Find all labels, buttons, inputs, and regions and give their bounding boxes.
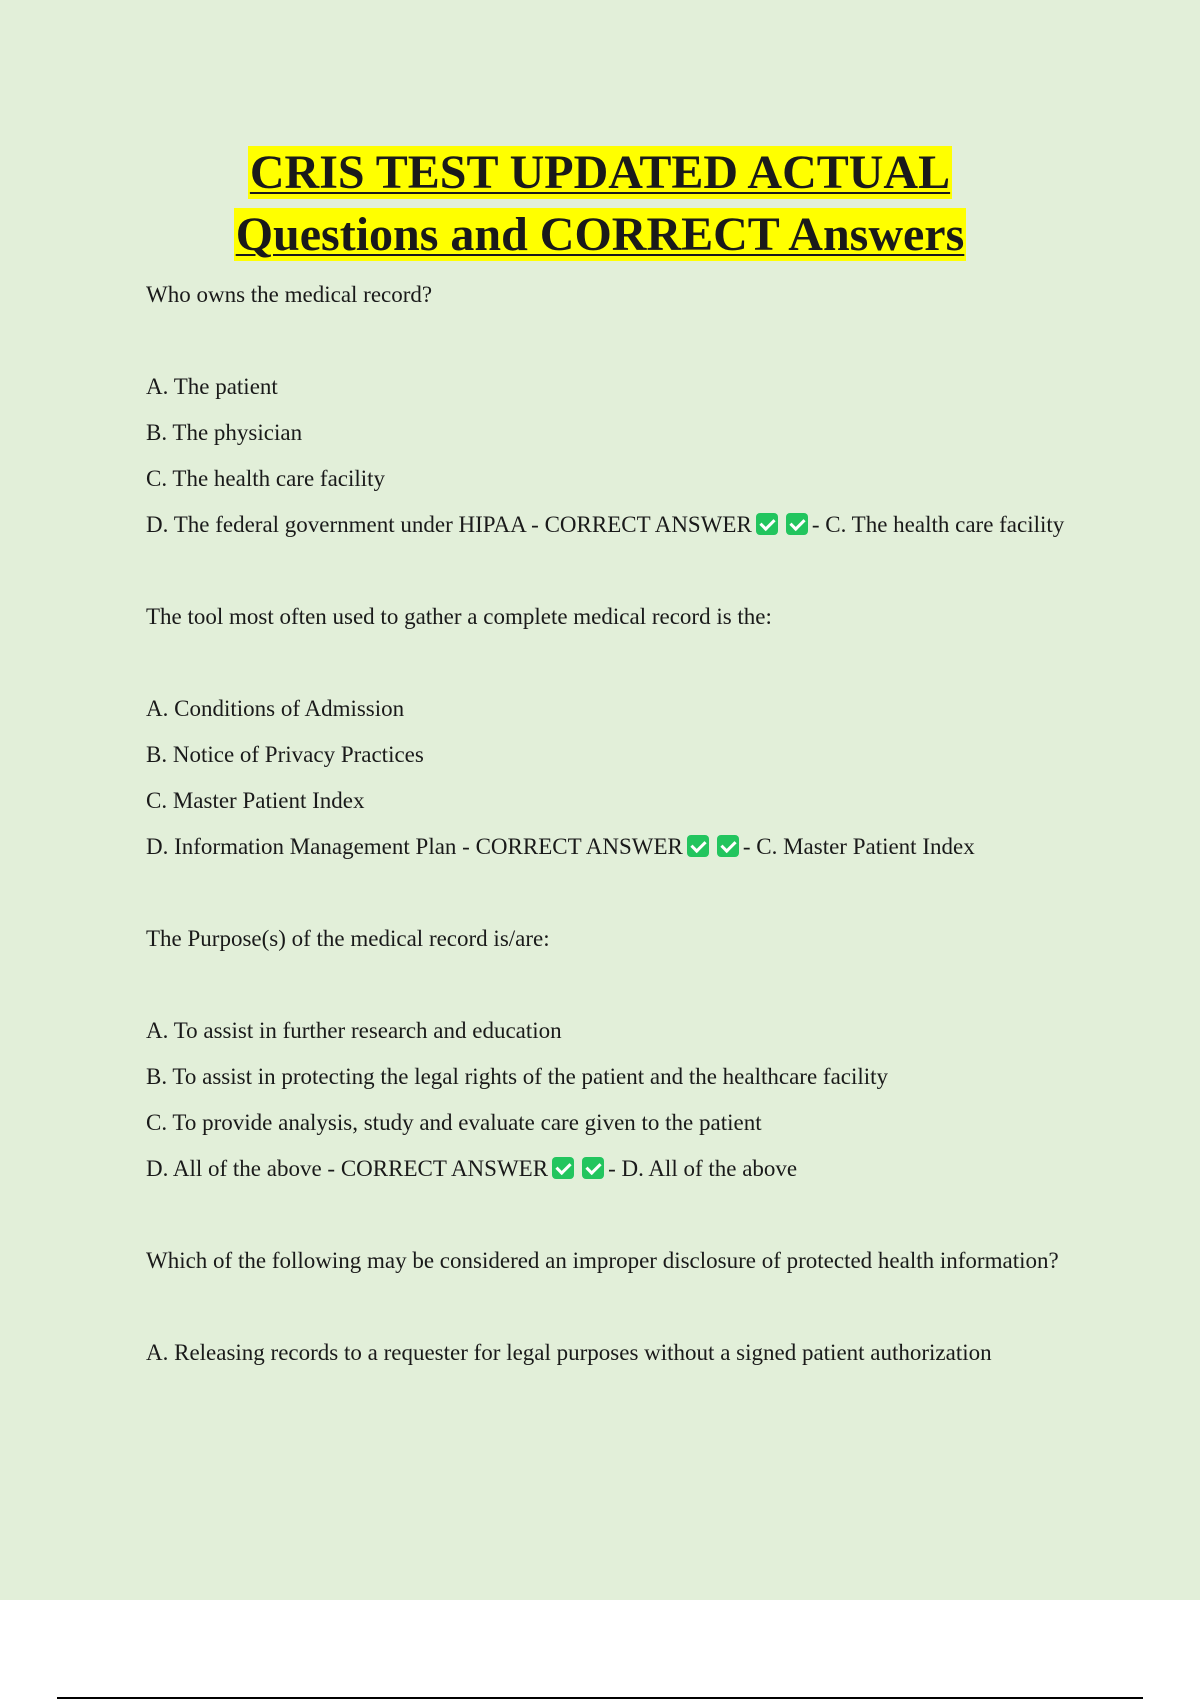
- check-box-icon: [687, 835, 709, 857]
- check-box-icon: [717, 835, 739, 857]
- title-line-1: CRIS TEST UPDATED ACTUAL: [249, 146, 951, 199]
- option-d-with-answer: [146, 1154, 1066, 1184]
- correct-answer: - C. The health care facility: [811, 512, 1065, 537]
- option-d-with-answer: [146, 832, 1066, 862]
- footer-rule: [57, 1697, 1143, 1699]
- document-title: [0, 142, 1200, 266]
- check-box-icon: [582, 1157, 604, 1179]
- check-box-icon: [756, 513, 778, 535]
- title-line-2: Questions and CORRECT Answers: [235, 208, 965, 261]
- option-d-with-answer: [146, 510, 1066, 540]
- option-a: A. Conditions of Admission: [146, 696, 405, 721]
- option-c: C. The health care facility: [146, 466, 386, 491]
- question-block: [146, 1246, 1066, 1368]
- question-block: [146, 280, 1066, 540]
- option-d: D. The federal government under HIPAA - CORRECT ANSWER: [146, 512, 752, 537]
- check-box-icon: [786, 513, 808, 535]
- question-list: [146, 280, 1066, 1430]
- option-b: B. To assist in protecting the legal rights of the patient and the healthcare facility: [146, 1064, 889, 1089]
- check-box-icon: [552, 1157, 574, 1179]
- option-d: D. Information Management Plan - CORRECT ANSWER: [146, 834, 683, 859]
- question-text: The tool most often used to gather a complete medical record is the:: [146, 604, 772, 629]
- correct-answer: - D. All of the above: [608, 1156, 798, 1181]
- option-d: D. All of the above - CORRECT ANSWER: [146, 1156, 549, 1181]
- question-text: Which of the following may be considered an improper disclosure of protected health information?: [146, 1248, 1059, 1273]
- question-block: [146, 602, 1066, 862]
- correct-answer: - C. Master Patient Index: [742, 834, 975, 859]
- option-a: A. To assist in further research and education: [146, 1018, 562, 1043]
- option-c: C. Master Patient Index: [146, 788, 365, 813]
- option-a: A. Releasing records to a requester for legal purposes without a signed patient authorization: [146, 1340, 992, 1365]
- option-b: B. The physician: [146, 420, 303, 445]
- question-text: Who owns the medical record?: [146, 282, 433, 307]
- question-text: The Purpose(s) of the medical record is/are:: [146, 926, 550, 951]
- option-a: A. The patient: [146, 374, 278, 399]
- option-c: C. To provide analysis, study and evaluate care given to the patient: [146, 1110, 762, 1135]
- question-block: [146, 924, 1066, 1184]
- option-b: B. Notice of Privacy Practices: [146, 742, 424, 767]
